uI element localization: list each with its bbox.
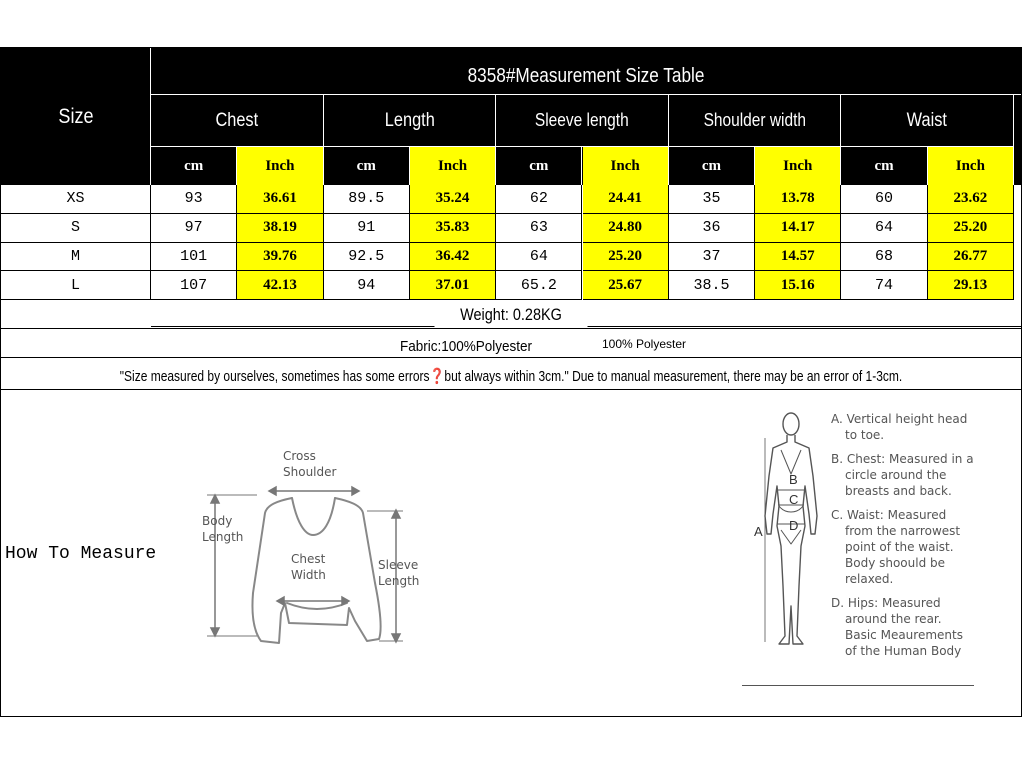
cell-cm: 37	[669, 243, 755, 272]
cell-cm: 60	[841, 185, 927, 214]
label-body-length: Body Length	[202, 514, 244, 544]
size-label: XS	[1, 185, 151, 214]
size-label: L	[1, 271, 151, 300]
note-line: Body shoould be	[845, 556, 946, 570]
cell-cm: 107	[151, 271, 237, 300]
marker-d: D	[789, 518, 799, 533]
cell-inch: 42.13	[237, 271, 323, 300]
label-sleeve-length: Sleeve Length	[378, 558, 420, 588]
cell-inch: 14.57	[755, 243, 841, 272]
cell-cm: 92.5	[324, 243, 410, 272]
unit-cm: cm	[496, 147, 582, 185]
cell-inch: 35.24	[410, 185, 496, 214]
note-block	[831, 411, 1011, 443]
weight-row	[1, 300, 1021, 329]
note-line: breasts and back.	[845, 484, 952, 498]
note-line: around the rear.	[845, 612, 942, 626]
notes-underline	[742, 685, 974, 686]
unit-inch: Inch	[755, 147, 841, 185]
cell-inch: 38.19	[237, 214, 323, 243]
fabric-row	[1, 329, 1021, 358]
cell-inch: 23.62	[928, 185, 1014, 214]
cell-cm: 62	[496, 185, 582, 214]
weight-text: Weight: 0.28KG	[435, 302, 588, 328]
size-label: S	[1, 214, 151, 243]
cell-inch: 14.17	[755, 214, 841, 243]
marker-c: C	[789, 492, 799, 507]
column-header-1	[151, 95, 324, 147]
note-line: relaxed.	[845, 572, 894, 586]
unit-cm: cm	[151, 147, 237, 185]
body-diagram	[751, 406, 831, 676]
cell-cm: 64	[841, 214, 927, 243]
note-line: from the narrowest	[845, 524, 961, 538]
column-header-2	[324, 95, 497, 147]
cell-cm: 74	[841, 271, 927, 300]
label-cross-shoulder: Cross Shoulder	[283, 449, 337, 479]
cell-cm: 36	[669, 214, 755, 243]
cell-inch: 29.13	[928, 271, 1014, 300]
cell-inch: 35.83	[410, 214, 496, 243]
cell-inch: 25.20	[583, 243, 669, 272]
how-to-measure-label: How To Measure	[5, 544, 157, 564]
cell-cm: 91	[324, 214, 410, 243]
note-text: "Size measured by ourselves, sometimes has some errors❓but always within 3cm." Due to manual measurement, there may be an error of 1-3cm.	[119, 368, 903, 385]
cell-inch: 26.77	[928, 243, 1014, 272]
fabric-text: Fabric:100%Polyester	[399, 337, 533, 355]
note-line: B. Chest: Measured in a	[831, 452, 974, 466]
unit-inch: Inch	[237, 147, 323, 185]
unit-inch: Inch	[410, 147, 496, 185]
note-line: of the Human Body	[845, 644, 962, 658]
unit-cm: cm	[669, 147, 755, 185]
column-header-label: Shoulder width	[703, 110, 806, 130]
cell-cm: 97	[151, 214, 237, 243]
column-header-5	[841, 95, 1014, 147]
note-line: to toe.	[845, 428, 885, 442]
unit-cm: cm	[841, 147, 927, 185]
cell-cm: 89.5	[324, 185, 410, 214]
label-chest-width: Chest Width	[291, 552, 326, 582]
cell-inch: 39.76	[237, 243, 323, 272]
size-header: Size	[58, 104, 94, 128]
cell-cm: 93	[151, 185, 237, 214]
fabric-extra-text: 100% Polyester	[601, 337, 687, 351]
cell-inch: 13.78	[755, 185, 841, 214]
cell-cm: 68	[841, 243, 927, 272]
column-header-4	[669, 95, 842, 147]
cell-cm: 65.2	[496, 271, 582, 300]
note-line: A. Vertical height head	[831, 412, 968, 426]
cell-cm: 94	[324, 271, 410, 300]
cell-inch: 25.20	[928, 214, 1014, 243]
note-line: D. Hips: Measured	[831, 596, 941, 610]
column-header-label: Length	[384, 109, 435, 131]
cell-inch: 37.01	[410, 271, 496, 300]
unit-inch: Inch	[583, 147, 669, 185]
cell-inch: 24.80	[583, 214, 669, 243]
cell-inch: 24.41	[583, 185, 669, 214]
marker-b: B	[789, 472, 798, 487]
cell-cm: 38.5	[669, 271, 755, 300]
note-row	[1, 358, 1021, 390]
column-header-label: Sleeve length	[535, 110, 629, 130]
column-header-3	[496, 95, 669, 147]
note-block	[831, 507, 1011, 587]
sweater-neck	[292, 498, 335, 535]
marker-a: A	[754, 524, 763, 539]
column-header-label: Chest	[215, 109, 259, 131]
note-line: circle around the	[845, 468, 947, 482]
cell-inch: 36.42	[410, 243, 496, 272]
body-head	[783, 413, 799, 435]
note-line: Basic Meaurements	[845, 628, 963, 642]
cell-cm: 101	[151, 243, 237, 272]
body-outline	[765, 435, 817, 644]
note-block	[831, 451, 1011, 499]
cell-inch: 36.61	[237, 185, 323, 214]
note-line: C. Waist: Measured	[831, 508, 947, 522]
cell-cm: 64	[496, 243, 582, 272]
size-label: M	[1, 243, 151, 272]
cell-inch: 25.67	[583, 271, 669, 300]
cell-inch: 15.16	[755, 271, 841, 300]
note-line: point of the waist.	[845, 540, 954, 554]
unit-cm: cm	[324, 147, 410, 185]
unit-inch: Inch	[928, 147, 1014, 185]
table-title: 8358#Measurement Size Table	[467, 64, 705, 87]
note-block	[831, 595, 1011, 659]
sweater-hem	[287, 603, 347, 609]
cell-cm: 35	[669, 185, 755, 214]
column-header-label: Waist	[907, 109, 948, 131]
measurement-notes	[831, 411, 1011, 667]
size-chart	[0, 47, 1022, 717]
cell-cm: 63	[496, 214, 582, 243]
